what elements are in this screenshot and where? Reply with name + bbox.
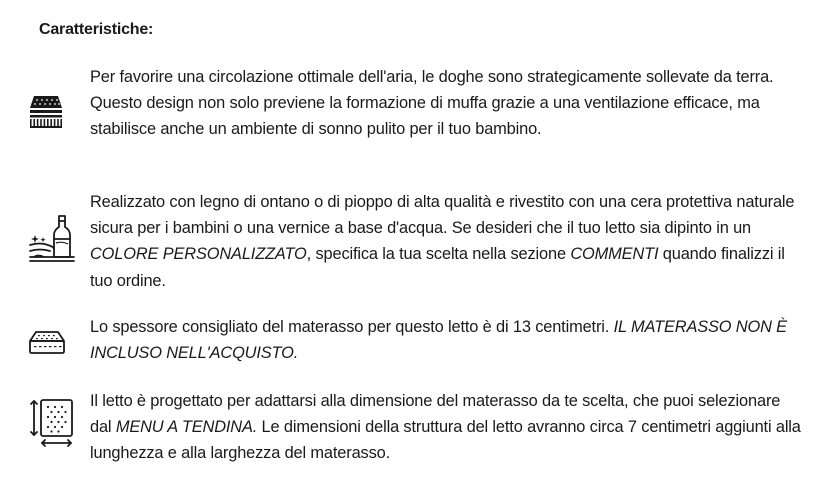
feature-text-part: Il letto è progettato per adattarsi alla dimensione del materasso da te scelta, che puoi selezionare dal [90,392,781,437]
feature-text-part: Realizzato con legno di ontano o di pioppo di alta qualità e rivestito con una cera protettiva naturale sicura per i bambini o una vernice a base d'acqua. Se desideri che il tuo letto sia dipinto in un [90,193,795,238]
feature-text [90,314,805,366]
feature-text-part: quando finalizzi il tuo ordine. [90,245,785,290]
slatted-mattress-icon [28,94,64,135]
feature-text [90,189,805,294]
mattress-thickness-icon [28,329,66,362]
dropdown-menu-emphasis: MENU A TENDINA. [115,418,258,437]
section-title: Caratteristiche: [39,21,154,38]
feature-text-part: , specifica la tua scelta nella sezione [306,245,571,264]
feature-text: Per favorire una circolazione ottimale dell'aria, le doghe sono strategicamente sollevate da terra. Questo design non solo previene la formazione di muffa grazie a una ventilazione efficace, ma stabilisce anche un ambiente di sonno pulito per il tuo bambino. [90,68,774,139]
feature-text-part: Le dimensioni della struttura del letto avranno circa 7 centimetri aggiunti alla lunghezza e alla larghezza del materasso. [90,418,801,463]
wood-varnish-bottle-icon [28,213,76,268]
feature-text [90,388,805,467]
feature-text-part: Lo spessore consigliato del materasso per questo letto è di 13 centimetri. [90,318,614,336]
mattress-dimensions-icon [28,398,74,453]
mattress-not-included-emphasis: IL MATERASSO NON È INCLUSO NELL'ACQUISTO. [90,318,787,363]
comments-emphasis: COMMENTI [570,245,659,264]
custom-color-emphasis: COLORE PERSONALIZZATO [90,245,307,264]
